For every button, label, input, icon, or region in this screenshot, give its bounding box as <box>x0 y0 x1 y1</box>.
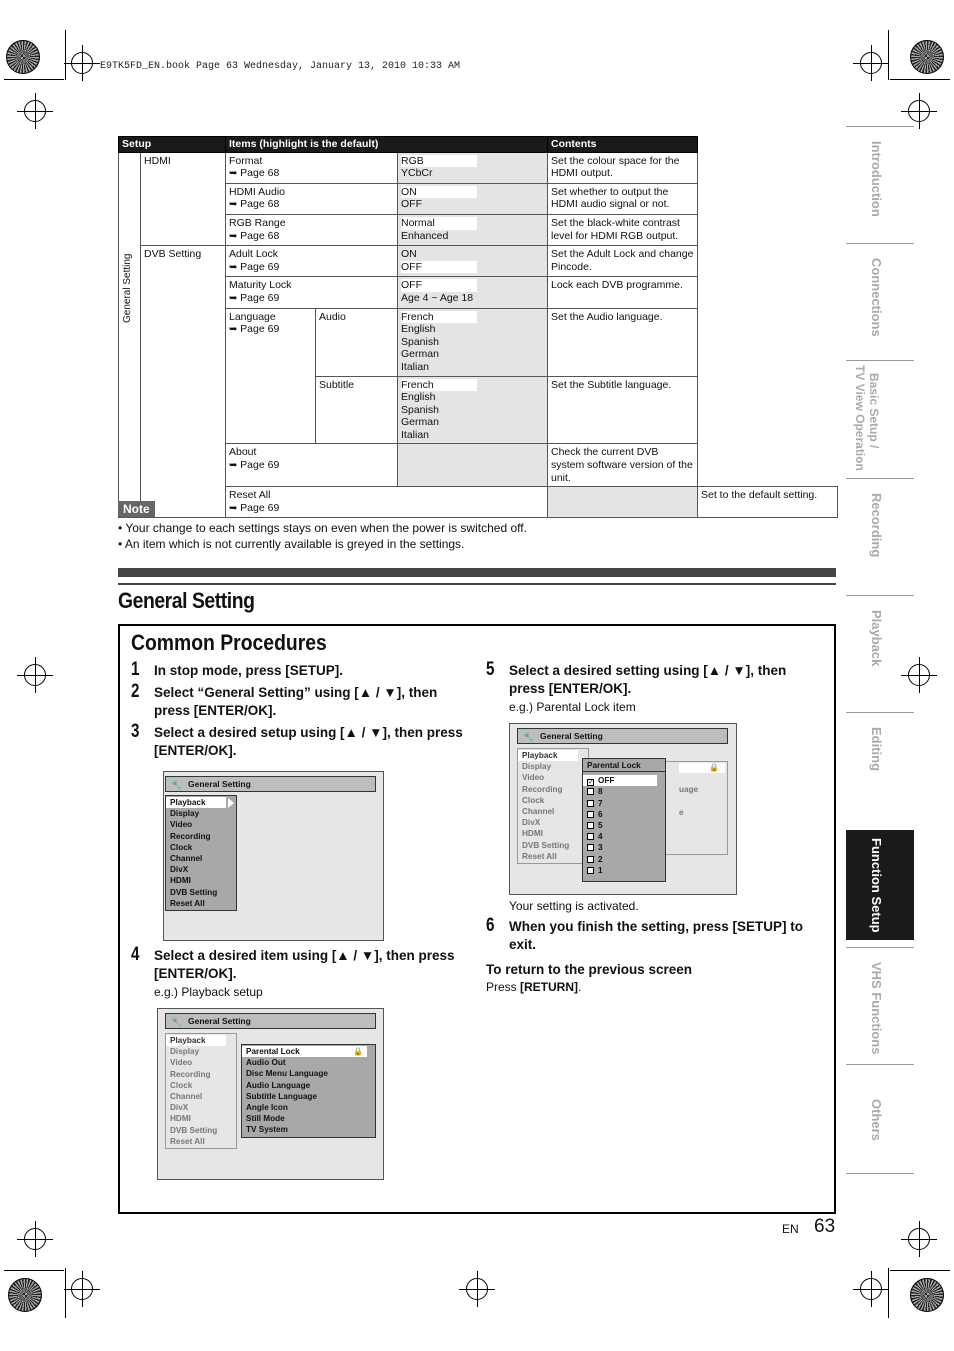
menu-item-reset-all[interactable]: Reset All <box>522 851 557 861</box>
checkbox-icon <box>587 844 594 851</box>
wrench-icon: 🔧 <box>523 732 535 742</box>
page-arrow-icon: ➥ <box>229 460 241 472</box>
option-4[interactable]: 4 <box>583 831 665 842</box>
setup-menu <box>165 1033 237 1149</box>
note-badge: Note <box>118 501 155 517</box>
checkbox-icon <box>587 788 594 795</box>
contents-cell: Set the colour space for the HDMI output. <box>548 152 698 183</box>
activated-caption: Your setting is activated. <box>509 899 639 913</box>
contents-cell: Set the Adult Lock and change Pincode. <box>548 246 698 277</box>
menu-item-channel[interactable]: Channel <box>170 854 203 864</box>
crosshair-mark <box>24 664 46 686</box>
group-cell <box>119 152 141 518</box>
contents-cell: Set the black-white contrast level for HDMI RGB output. <box>548 214 698 245</box>
submenu-item[interactable]: Still Mode <box>246 1114 285 1124</box>
menu-item-display[interactable]: Display <box>170 1047 200 1057</box>
page-arrow-icon: ➥ <box>229 292 241 304</box>
step-number: 6 <box>486 915 495 936</box>
table-row <box>119 444 838 487</box>
list-item: • An item which is not currently available is greyed in the settings. <box>118 536 527 552</box>
table-row <box>119 487 838 518</box>
group-label: General Setting <box>122 253 133 323</box>
crop-line <box>890 1270 950 1271</box>
option-cell: OFF Age 4 ~ Age 18 <box>398 277 548 308</box>
option-1[interactable]: 1 <box>583 865 665 876</box>
table-header-row <box>119 137 838 153</box>
item-cell: Reset All ➥ Page 69 <box>226 487 548 518</box>
section-rule <box>118 583 836 585</box>
option-cell <box>398 444 548 487</box>
crop-line <box>4 79 64 80</box>
submenu-item[interactable]: Subtitle Language <box>246 1091 317 1101</box>
lock-icon: 🔒 <box>709 763 719 772</box>
menu-item-recording[interactable]: Recording <box>170 831 211 841</box>
menu-item-playback[interactable]: Playback <box>166 1035 226 1046</box>
menu-item-clock[interactable]: Clock <box>170 1080 193 1090</box>
step-number: 1 <box>131 659 140 680</box>
menu-item-hdmi[interactable]: HDMI <box>522 829 543 839</box>
menu-item-recording[interactable]: Recording <box>170 1069 211 1079</box>
menu-item-clock[interactable]: Clock <box>170 842 193 852</box>
item-cell: RGB Range ➥ Page 68 <box>226 214 398 245</box>
menu-item-video[interactable]: Video <box>170 820 193 830</box>
tab-editing[interactable]: Editing <box>846 712 914 822</box>
submenu-item[interactable]: Disc Menu Language <box>246 1069 328 1079</box>
wrench-icon: 🔧 <box>171 780 183 790</box>
menu-item-video[interactable]: Video <box>522 773 545 783</box>
table-row <box>119 246 838 277</box>
crosshair-mark <box>466 1278 488 1300</box>
crosshair-mark <box>24 1228 46 1250</box>
option-cell: French English Spanish German Italian <box>398 308 548 376</box>
screen-title-bar: 🔧 General Setting <box>165 1013 376 1029</box>
registration-disc-bl <box>8 1278 42 1312</box>
menu-item-display[interactable]: Display <box>170 809 200 819</box>
table-row <box>119 308 838 376</box>
crop-line <box>4 1270 64 1271</box>
step-text: Select “General Setting” using [▲ / ▼], then press [ENTER/OK]. <box>154 685 438 718</box>
contents-cell: Set the Subtitle language. <box>548 376 698 444</box>
menu-item-channel[interactable]: Channel <box>170 1092 203 1102</box>
section-title: General Setting <box>118 588 255 613</box>
item-cell: Maturity Lock ➥ Page 69 <box>226 277 398 308</box>
option-off[interactable]: ✓ OFF <box>583 775 657 786</box>
step-text: Select a desired setup using [▲ / ▼], then press [ENTER/OK]. <box>154 725 463 758</box>
menu-item-divx[interactable]: DivX <box>170 865 189 875</box>
checkbox-icon <box>587 833 594 840</box>
setup-table <box>118 136 838 518</box>
menu-arrow-icon <box>228 798 234 808</box>
crosshair-mark <box>71 1278 93 1300</box>
language-label: EN <box>782 1222 799 1236</box>
option-3[interactable]: 3 <box>583 842 665 853</box>
menu-item-hdmi[interactable]: HDMI <box>170 1114 191 1124</box>
submenu-item[interactable]: Audio Language <box>246 1080 311 1090</box>
option-cell: ON OFF <box>398 183 548 214</box>
page-arrow-icon: ➥ <box>229 168 241 180</box>
registration-disc-br <box>910 1278 944 1312</box>
tab-playback[interactable]: Playback <box>846 595 914 705</box>
step-text: When you finish the setting, press [SETUP] to exit. <box>509 919 804 952</box>
return-title: To return to the previous screen <box>486 962 693 977</box>
item-cell: Adult Lock ➥ Page 69 <box>226 246 398 277</box>
page-arrow-icon: ➥ <box>229 230 241 242</box>
step-number: 2 <box>131 681 140 702</box>
tab-basic-setup[interactable]: Basic Setup / TV View Operation <box>846 360 914 470</box>
crop-line <box>888 30 889 80</box>
crosshair-mark <box>860 1278 882 1300</box>
option-8[interactable]: 8 <box>583 786 665 797</box>
menu-item-playback[interactable]: Playback <box>518 750 578 761</box>
page-arrow-icon: ➥ <box>229 199 241 211</box>
screen-playback-setup <box>157 1008 384 1180</box>
checkbox-icon <box>587 856 594 863</box>
step-text: Select a desired setting using [▲ / ▼], then press [ENTER/OK]. <box>509 663 787 696</box>
menu-item-hdmi[interactable]: HDMI <box>170 876 191 886</box>
screen-parental-lock <box>509 723 737 895</box>
tab-function-setup[interactable]: Function Setup <box>846 830 914 940</box>
submenu-item[interactable]: Angle Icon <box>246 1103 288 1113</box>
item-cell: Format ➥ Page 68 <box>226 152 398 183</box>
col-header-items: Items (highlight is the default) <box>226 137 548 153</box>
item-cell: About ➥ Page 69 <box>226 444 398 487</box>
tab-recording[interactable]: Recording <box>846 478 914 588</box>
playback-submenu-behind: uage e 🔒 <box>594 761 728 855</box>
tab-introduction[interactable]: Introduction <box>846 126 914 236</box>
option-cell: Normal Enhanced <box>398 214 548 245</box>
crosshair-mark <box>908 100 930 122</box>
book-file-header: E9TK5FD_EN.book Page 63 Wednesday, January 13, 2010 10:33 AM <box>100 61 461 72</box>
lock-icon: 🔒 <box>353 1047 363 1056</box>
screen-title-bar: 🔧 General Setting <box>517 728 728 744</box>
page-arrow-icon: ➥ <box>229 502 241 514</box>
menu-item-video[interactable]: Video <box>170 1058 193 1068</box>
option-cell: RGB YCbCr <box>398 152 548 183</box>
crosshair-mark <box>860 52 882 74</box>
table-row <box>119 183 838 214</box>
menu-item-dvb-setting[interactable]: DVB Setting <box>522 840 570 850</box>
setup-menu <box>517 748 589 864</box>
table-row <box>119 277 838 308</box>
example-caption: e.g.) Playback setup <box>154 985 263 999</box>
option-cell: ON OFF <box>398 246 548 277</box>
menu-item-clock[interactable]: Clock <box>522 795 545 805</box>
contents-cell: Set the Audio language. <box>548 308 698 376</box>
option-2[interactable]: 2 <box>583 854 665 865</box>
menu-item-channel[interactable]: Channel <box>522 807 555 817</box>
menu-item-playback[interactable]: Playback <box>166 797 226 808</box>
dvb-cell: DVB Setting <box>141 246 226 518</box>
menu-item-divx[interactable]: DivX <box>522 818 541 828</box>
step-text: In stop mode, press [SETUP]. <box>154 663 344 678</box>
option-7[interactable]: 7 <box>583 798 665 809</box>
page-arrow-icon: ➥ <box>229 324 241 336</box>
contents-cell: Set whether to output the HDMI audio signal or not. <box>548 183 698 214</box>
crop-line <box>65 30 66 80</box>
menu-item-reset-all[interactable]: Reset All <box>170 1136 205 1146</box>
tab-vhs-functions[interactable]: VHS Functions <box>846 947 914 1057</box>
crop-line <box>890 79 950 80</box>
page-arrow-icon: ➥ <box>229 261 241 273</box>
table-row <box>119 152 838 183</box>
section-bar <box>118 568 836 577</box>
item-cell: HDMI Audio ➥ Page 68 <box>226 183 398 214</box>
option-cell: French English Spanish German Italian <box>398 376 548 444</box>
contents-cell: Lock each DVB programme. <box>548 277 698 308</box>
crosshair-mark <box>24 100 46 122</box>
checkbox-icon <box>587 822 594 829</box>
option-5[interactable]: 5 <box>583 820 665 831</box>
option-cell <box>548 487 698 518</box>
submenu-item[interactable]: Audio Out <box>246 1058 286 1068</box>
tab-others[interactable]: Others <box>846 1064 914 1174</box>
list-item: • Your change to each settings stays on even when the power is switched off. <box>118 520 527 536</box>
checkbox-icon <box>587 811 594 818</box>
note-list <box>118 520 527 552</box>
subitem-cell: Subtitle <box>316 376 398 444</box>
step-number: 5 <box>486 659 495 680</box>
page-number: 63 <box>814 1216 836 1237</box>
menu-item-reset-all[interactable]: Reset All <box>170 898 205 908</box>
item-cell: Language ➥ Page 69 <box>226 308 316 444</box>
menu-item-divx[interactable]: DivX <box>170 1103 189 1113</box>
setup-menu <box>165 795 237 911</box>
menu-item-dvb-setting[interactable]: DVB Setting <box>170 887 218 897</box>
tab-connections[interactable]: Connections <box>846 243 914 353</box>
screen-general-setting <box>163 771 384 941</box>
submenu-item-parental-lock[interactable]: Parental Lock 🔒 <box>242 1046 367 1057</box>
menu-item-display[interactable]: Display <box>522 762 552 772</box>
return-instruction: Press [RETURN]. <box>486 980 582 994</box>
col-header-contents: Contents <box>548 137 698 153</box>
step-number: 3 <box>131 721 140 742</box>
menu-item-recording[interactable]: Recording <box>522 784 563 794</box>
col-header-setup: Setup <box>119 137 226 153</box>
contents-cell: Set to the default setting. <box>698 487 838 518</box>
hdmi-cell: HDMI <box>141 152 226 246</box>
registration-disc-tl <box>6 40 40 74</box>
parental-lock-options <box>582 758 666 882</box>
parental-lock-title: Parental Lock <box>583 760 665 772</box>
registration-disc-tr <box>910 40 944 74</box>
step-text: Select a desired item using [▲ / ▼], then press [ENTER/OK]. <box>154 948 455 981</box>
step-number: 4 <box>131 944 140 965</box>
subitem-cell: Audio <box>316 308 398 376</box>
example-caption: e.g.) Parental Lock item <box>509 700 636 714</box>
playback-submenu <box>241 1044 376 1138</box>
checkbox-checked-icon: ✓ <box>588 779 594 787</box>
crosshair-mark <box>908 1228 930 1250</box>
wrench-icon: 🔧 <box>171 1017 183 1027</box>
table-row <box>119 214 838 245</box>
procedures-title: Common Procedures <box>131 630 327 655</box>
crop-line <box>65 1268 66 1318</box>
screen-title-bar: 🔧 General Setting <box>165 776 376 792</box>
contents-cell: Check the current DVB system software version of the unit. <box>548 444 698 487</box>
menu-item-dvb-setting[interactable]: DVB Setting <box>170 1125 218 1135</box>
submenu-item[interactable]: TV System <box>246 1125 288 1135</box>
checkbox-icon <box>587 800 594 807</box>
option-6[interactable]: 6 <box>583 809 665 820</box>
crosshair-mark <box>71 52 93 74</box>
crop-line <box>888 1268 889 1318</box>
checkbox-icon <box>587 867 594 874</box>
